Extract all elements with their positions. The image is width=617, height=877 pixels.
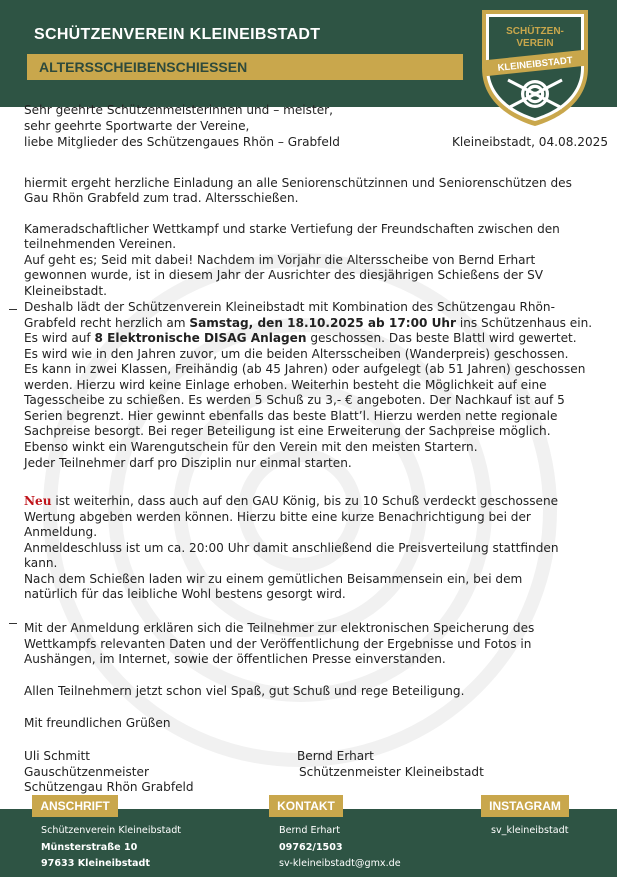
body-line: Ebenso winkt ein Warengutschein für den Verein mit den meisten Startern.: [24, 440, 478, 454]
body-line: Deshalb lädt der Schützenverein Kleineibstadt mit Kombination des Schützengau Rhön-: [24, 300, 555, 314]
body-line: Jeder Teilnehmer darf pro Disziplin nur einmal starten.: [24, 456, 352, 470]
footer: [0, 809, 617, 877]
subtitle-bar: [27, 54, 463, 80]
footer-label-kontakt: KONTAKT: [269, 795, 343, 817]
signer-left-org: Schützengau Rhön Grabfeld: [24, 780, 194, 794]
body-line: Wettkampfs relevanten Daten und der Veröffentlichung der Ergebnisse und Fotos in: [24, 637, 532, 651]
wishes-line: Allen Teilnehmern jetzt schon viel Spaß, gut Schuß und rege Beteiligung.: [24, 684, 465, 698]
instagram-handle[interactable]: sv_kleineibstadt: [491, 825, 569, 836]
body-line: Sachpreise besorgt. Bei reger Beteiligung ist eine Erweiterung der Sachpreise möglich.: [24, 424, 551, 438]
document-subtitle: ALTERSSCHEIBENSCHIESSEN: [39, 59, 248, 75]
club-logo: [476, 4, 594, 130]
footer-label-anschrift: ANSCHRIFT: [32, 795, 118, 817]
closing: Mit freundlichen Grüßen: [24, 716, 171, 730]
signer-left-title: Gauschützenmeister: [24, 765, 149, 779]
body-line: teilnehmenden Vereinen.: [24, 237, 177, 251]
address-line: 97633 Kleineibstadt: [41, 858, 150, 869]
signer-left-name: Uli Schmitt: [24, 749, 91, 763]
body-line: Es wird wie in den Jahren zuvor, um die beiden Altersscheiben (Wanderpreis) geschossen.: [24, 347, 569, 361]
body-line: Serien begrenzt. Hier gewinnt ebenfalls das beste Blatt’l. Hierzu werden nette regionale: [24, 409, 558, 423]
body-line: Kleineibstadt.: [24, 284, 107, 298]
logo-text-line2: VEREIN: [516, 38, 554, 49]
text-run: ins Schützenhaus ein.: [456, 316, 593, 330]
logo-text-line1: SCHÜTZEN-: [506, 26, 564, 37]
event-date-bold: Samstag, den 18.10.2025 ab 17:00 Uhr: [189, 316, 457, 330]
club-title: SCHÜTZENVEREIN KLEINEIBSTADT: [34, 26, 321, 43]
body-line: Auf geht es; Seid mit dabei! Nachdem im Vorjahr die Altersscheibe von Bernd Erhart: [24, 253, 536, 267]
body-line: Gau Rhön Grabfeld zum trad. Altersschießen.: [24, 191, 299, 205]
body-line: Kameradschaftlicher Wettkampf und starke Vertiefung der Freundschaften zwischen den: [24, 222, 560, 236]
salutation-line: Sehr geehrte Schützenmeisterinnen und – meister,: [24, 103, 333, 117]
body-line: natürlich für das leibliche Wohl bestens gesorgt wird.: [24, 587, 346, 601]
equipment-line: [24, 331, 577, 346]
body-line: kann.: [24, 556, 58, 570]
event-date-line: [24, 316, 592, 331]
body-line: werden. Hierzu wird keine Einlage erhoben. Weiterhin besteht die Möglichkeit auf eine: [24, 378, 547, 392]
place-date: Kleineibstadt, 04.08.2025: [452, 135, 609, 149]
signer-right-title: Schützenmeister Kleineibstadt: [299, 765, 484, 779]
body-line: gewonnen wurde, ist in diesem Jahr der Ausrichter des diesjährigen Schießens der SV: [24, 268, 544, 282]
text-run: geschossen. Das beste Blattl wird gewertet.: [306, 331, 577, 345]
body-line: Wertung abgeben werden können. Hierzu bitte eine kurze Benachrichtigung bei der: [24, 510, 531, 524]
neu-line: [24, 494, 558, 509]
footer-label-instagram: INSTAGRAM: [481, 795, 569, 817]
contact-email[interactable]: sv-kleineibstadt@gmx.de: [279, 858, 401, 869]
neu-highlight: Neu: [24, 494, 52, 508]
body-line: Tagesscheibe zu schießen. Es werden 5 Schuß zu 3,- € angeboten. Der Nachkauf ist auf 5: [24, 393, 565, 407]
text-run: ist weiterhin, dass auch auf den GAU König, bis zu 10 Schuß verdeckt geschossene: [51, 494, 559, 508]
margin-mark: [9, 309, 17, 310]
body-line: hiermit ergeht herzliche Einladung an alle Seniorenschützinnen und Seniorenschützen des: [24, 176, 572, 190]
body-line: Anmeldeschluss ist um ca. 20:00 Uhr damit anschließend die Preisverteilung stattfinden: [24, 541, 559, 555]
body-line: Nach dem Schießen laden wir zu einem gemütlichen Beisammensein ein, bei dem: [24, 572, 523, 586]
margin-mark: [9, 623, 17, 624]
equipment-bold: 8 Elektronische DISAG Anlagen: [94, 331, 307, 345]
salutation-line: liebe Mitglieder des Schützengaues Rhön – Grabfeld: [24, 135, 340, 149]
text-run: Es wird auf: [24, 331, 95, 345]
contact-phone[interactable]: 09762/1503: [279, 842, 343, 853]
signer-right-name: Bernd Erhart: [297, 749, 374, 763]
body-line: Anmeldung.: [24, 525, 98, 539]
address-line: Münsterstraße 10: [41, 842, 138, 853]
body-line: Es kann in zwei Klassen, Freihändig (ab 45 Jahren) oder aufgelegt (ab 51 Jahren) geschossen: [24, 362, 586, 376]
address-line: Schützenverein Kleineibstadt: [41, 825, 182, 836]
logo-text-line3: KLEINEIBSTADT: [497, 55, 574, 74]
salutation-line: sehr geehrte Sportwarte der Vereine,: [24, 119, 250, 133]
contact-name: Bernd Erhart: [279, 825, 340, 836]
body-line: Aushängen, im Internet, sowie der öffentlichen Presse einverstanden.: [24, 652, 446, 666]
text-run: Grabfeld recht herzlich am: [24, 316, 190, 330]
body-line: Mit der Anmeldung erklären sich die Teilnehmer zur elektronischen Speicherung des: [24, 621, 535, 635]
